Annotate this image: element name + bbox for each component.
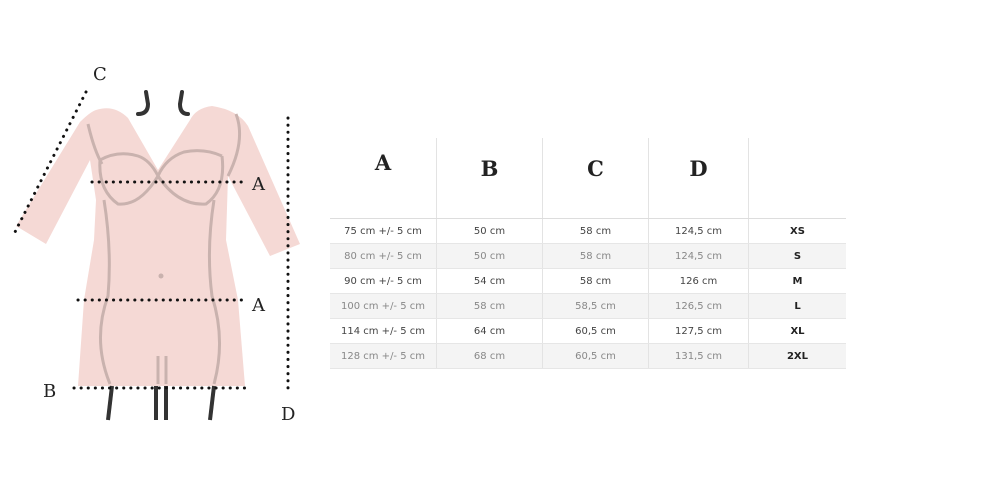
table-row — [330, 244, 846, 269]
table-row — [330, 219, 846, 244]
cell-a: 114 cm +/- 5 cm — [341, 325, 425, 337]
cell-d: 126,5 cm — [648, 294, 748, 318]
cell-b: 54 cm — [436, 269, 542, 293]
cell-b: 58 cm — [436, 294, 542, 318]
cell-a: 100 cm +/- 5 cm — [341, 300, 425, 312]
label-d: D — [281, 404, 296, 425]
cell-d: 127,5 cm — [648, 319, 748, 343]
cell-c: 60,5 cm — [542, 344, 648, 368]
table-row — [330, 269, 846, 294]
cell-size: 2XL — [748, 344, 846, 368]
leg-right — [210, 386, 214, 420]
cell-b: 68 cm — [436, 344, 542, 368]
cell-d: 124,5 cm — [648, 219, 748, 243]
cell-size: S — [748, 244, 846, 268]
header-a: A — [374, 150, 392, 175]
cell-a: 90 cm +/- 5 cm — [344, 275, 422, 287]
navel — [159, 274, 164, 279]
label-a-waist: A — [252, 295, 265, 316]
neck-strap-left — [138, 92, 148, 114]
label-c: C — [93, 64, 107, 85]
cell-a: 75 cm +/- 5 cm — [344, 225, 422, 237]
header-size — [748, 138, 846, 218]
header-c: C — [542, 138, 648, 218]
cell-a: 128 cm +/- 5 cm — [341, 350, 425, 362]
cell-d: 131,5 cm — [648, 344, 748, 368]
garment-silhouette — [16, 106, 300, 386]
table-row — [330, 344, 846, 369]
cell-b: 50 cm — [436, 244, 542, 268]
cell-size: L — [748, 294, 846, 318]
cell-d: 126 cm — [648, 269, 748, 293]
neck-strap-right — [180, 92, 188, 114]
cell-size: XL — [748, 319, 846, 343]
cell-c: 58 cm — [542, 269, 648, 293]
garment-measurement-diagram — [0, 0, 330, 440]
cell-size: M — [748, 269, 846, 293]
cell-c: 58 cm — [542, 244, 648, 268]
header-b: B — [436, 138, 542, 218]
leg-left — [108, 386, 112, 420]
cell-c: 58,5 cm — [542, 294, 648, 318]
cell-size: XS — [748, 219, 846, 243]
label-a-chest: A — [252, 174, 265, 195]
header-d: D — [648, 138, 748, 218]
cell-a: 80 cm +/- 5 cm — [344, 250, 422, 262]
cell-b: 64 cm — [436, 319, 542, 343]
cell-c: 58 cm — [542, 219, 648, 243]
table-row — [330, 319, 846, 344]
cell-b: 50 cm — [436, 219, 542, 243]
size-chart-table — [330, 138, 846, 369]
label-b: B — [43, 381, 57, 402]
cell-d: 124,5 cm — [648, 244, 748, 268]
cell-c: 60,5 cm — [542, 319, 648, 343]
table-row — [330, 294, 846, 319]
table-header-row — [330, 138, 846, 219]
